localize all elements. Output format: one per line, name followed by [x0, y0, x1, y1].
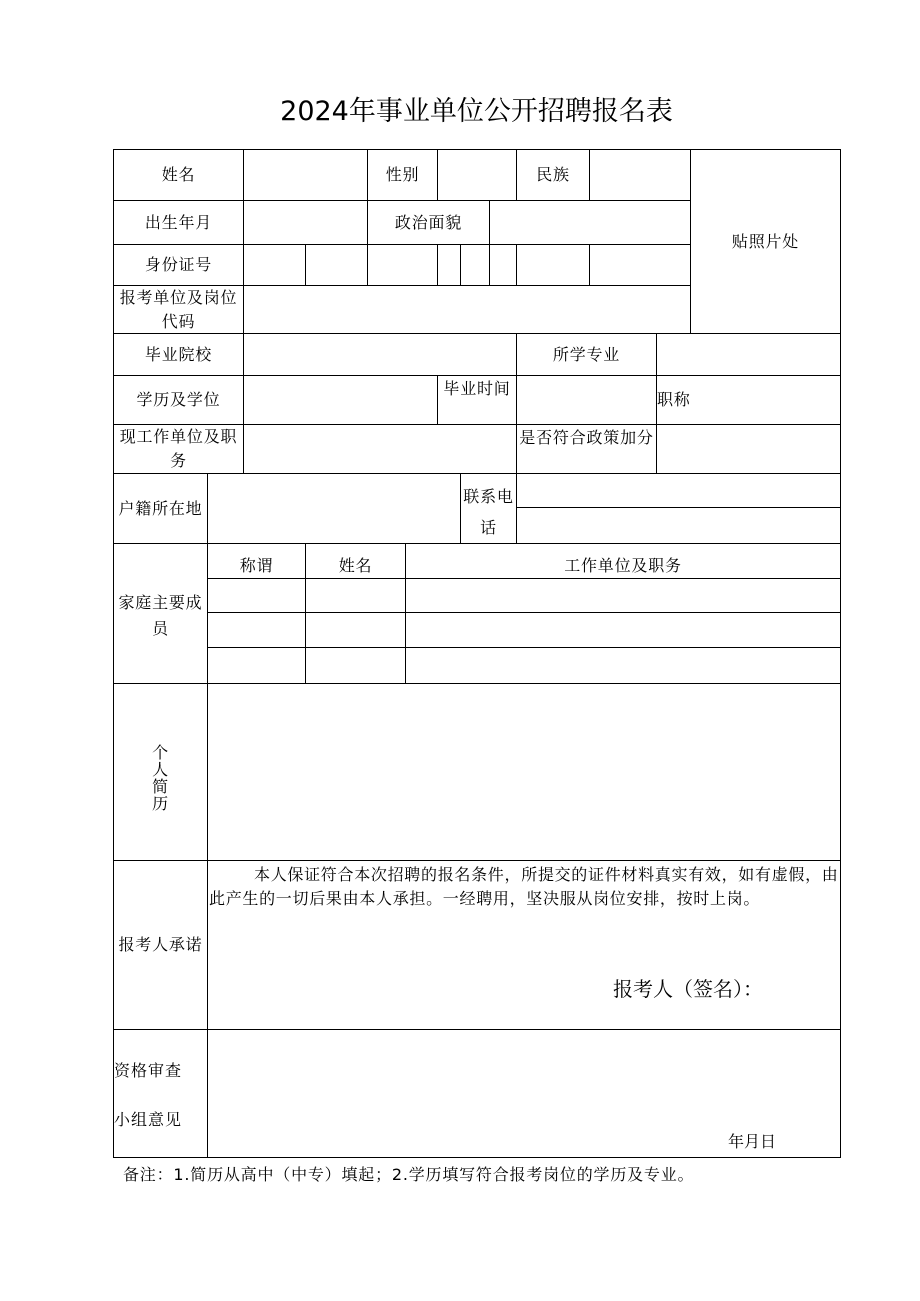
- id-number-cell[interactable]: [489, 244, 517, 286]
- family-members-label: 家庭主要成员: [113, 543, 208, 684]
- commitment-content: [207, 860, 841, 1030]
- family-relation-field[interactable]: [207, 647, 306, 684]
- id-number-cell[interactable]: [305, 244, 368, 286]
- phone-field-2[interactable]: [516, 507, 841, 544]
- review-label-cell: [113, 1029, 208, 1158]
- graduation-time-label: 毕业时间: [437, 375, 517, 425]
- applied-position-field[interactable]: [243, 285, 691, 334]
- id-number-cell[interactable]: [516, 244, 590, 286]
- resume-label: 个人简历: [152, 743, 169, 813]
- signature-label: 报考人（签名）：: [613, 977, 763, 1001]
- political-status-field[interactable]: [489, 200, 691, 245]
- resume-label-cell: [113, 683, 208, 861]
- review-label-line-2: 小组意见: [114, 1110, 183, 1129]
- ethnicity-field[interactable]: [589, 149, 691, 201]
- current-employer-field[interactable]: [243, 424, 517, 474]
- family-relation-field[interactable]: [207, 578, 306, 613]
- commitment-statement: 本人保证符合本次招聘的报名条件，所提交的证件材料真实有效，如有虚假，由此产生的一切后果由本人承担。一经聘用，坚决服从岗位安排，按时上岗。: [209, 865, 839, 908]
- resume-field[interactable]: [207, 683, 841, 861]
- policy-bonus-field[interactable]: [656, 424, 841, 474]
- policy-bonus-label: 是否符合政策加分: [516, 424, 657, 474]
- commitment-label: 报考人承诺: [113, 860, 208, 1030]
- ethnicity-label: 民族: [516, 149, 590, 201]
- form-title: 2024年事业单位公开招聘报名表: [280, 96, 673, 127]
- birth-date-label: 出生年月: [113, 200, 244, 245]
- family-name-field[interactable]: [305, 612, 406, 648]
- gender-label: 性别: [367, 149, 438, 201]
- name-label: 姓名: [113, 149, 244, 201]
- footnote: 备注：1.简历从高中（中专）填起；2.学历填写符合报考岗位的学历及专业。: [123, 1165, 695, 1184]
- major-field[interactable]: [656, 333, 841, 376]
- graduated-school-label: 毕业院校: [113, 333, 244, 376]
- major-label: 所学专业: [516, 333, 657, 376]
- graduated-school-field[interactable]: [243, 333, 517, 376]
- phone-label: 联系电话: [460, 473, 517, 544]
- family-column-relation: 称谓: [207, 543, 306, 579]
- family-column-employer: 工作单位及职务: [405, 543, 841, 579]
- applied-position-label: 报考单位及岗位代码: [113, 285, 244, 334]
- id-number-label: 身份证号: [113, 244, 244, 286]
- photo-placeholder[interactable]: 贴照片处: [690, 149, 841, 334]
- professional-title-field[interactable]: [656, 375, 841, 425]
- family-name-field[interactable]: [305, 647, 406, 684]
- education-degree-label: 学历及学位: [113, 375, 244, 425]
- id-number-cell[interactable]: [367, 244, 438, 286]
- graduation-time-field[interactable]: [516, 375, 657, 425]
- id-number-cell[interactable]: [589, 244, 691, 286]
- education-degree-field[interactable]: [243, 375, 438, 425]
- name-field[interactable]: [243, 149, 368, 201]
- id-number-cell[interactable]: [243, 244, 306, 286]
- family-column-name: 姓名: [305, 543, 406, 579]
- current-employer-label: 现工作单位及职务: [113, 424, 244, 474]
- household-registration-field[interactable]: [207, 473, 461, 544]
- id-number-cell[interactable]: [460, 244, 490, 286]
- professional-title-label: 职称: [657, 390, 691, 409]
- birth-date-field[interactable]: [243, 200, 368, 245]
- family-relation-field[interactable]: [207, 612, 306, 648]
- review-label-line-1: 资格审查: [114, 1061, 183, 1080]
- household-registration-label: 户籍所在地: [113, 473, 208, 544]
- family-employer-field[interactable]: [405, 578, 841, 613]
- id-number-cell[interactable]: [437, 244, 461, 286]
- review-date-label: 年月日: [728, 1132, 777, 1151]
- family-name-field[interactable]: [305, 578, 406, 613]
- review-opinion-field[interactable]: [207, 1029, 841, 1158]
- phone-field-1[interactable]: [516, 473, 841, 508]
- political-status-label: 政治面貌: [367, 200, 490, 245]
- family-employer-field[interactable]: [405, 647, 841, 684]
- gender-field[interactable]: [437, 149, 517, 201]
- family-employer-field[interactable]: [405, 612, 841, 648]
